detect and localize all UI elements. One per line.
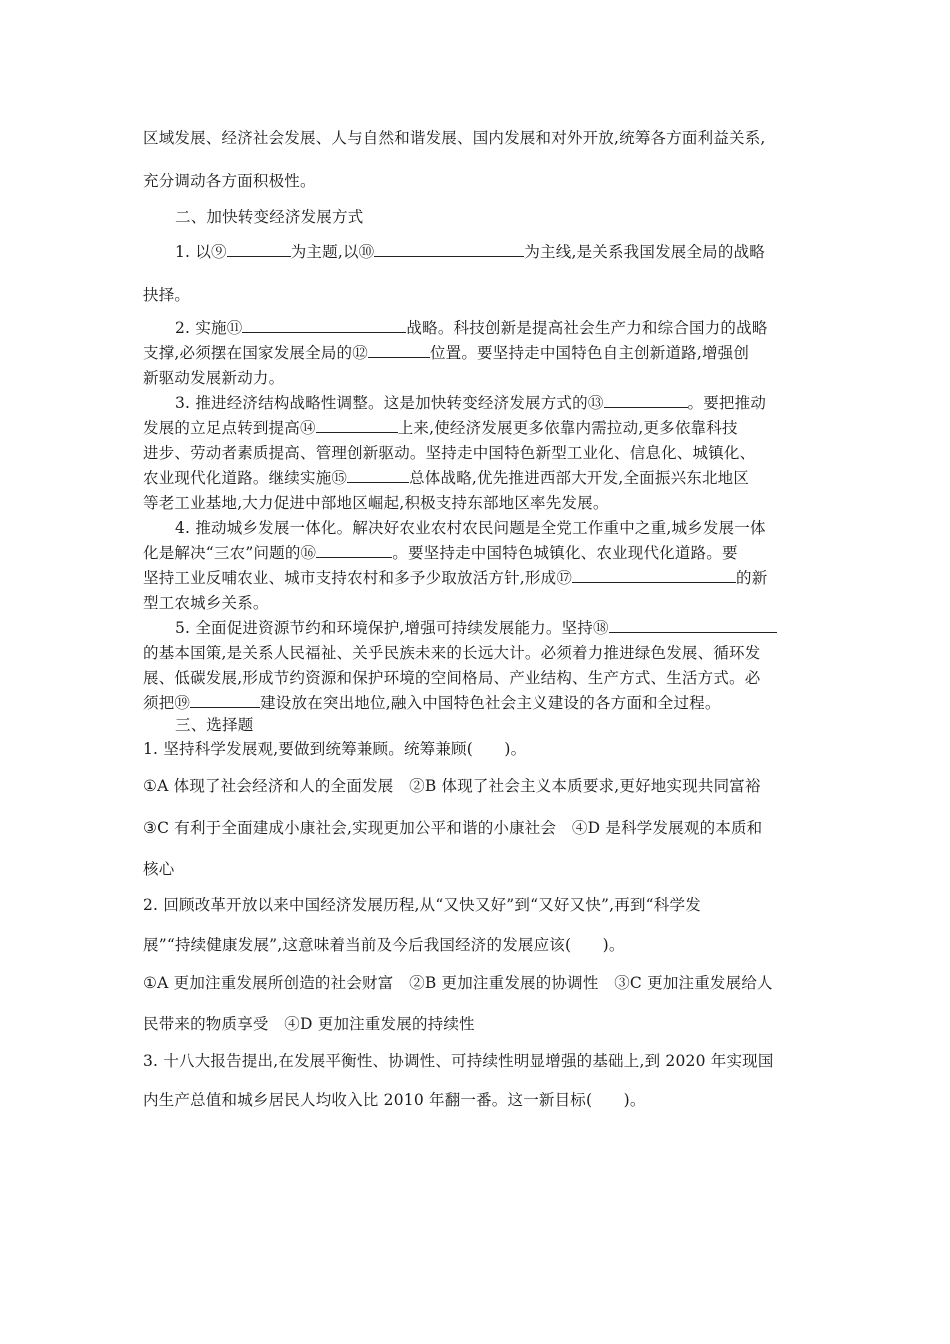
answer-blank[interactable] bbox=[242, 318, 406, 333]
item-4-line: 坚持工业反哺农业、城市支持农村和多予少取放活方针,形成⑰ 的新 bbox=[143, 569, 768, 587]
item-1-line: 1. 以⑨ 为主题,以⑩ 为主线,是关系我国发展全局的战略 bbox=[175, 243, 765, 261]
question-2-option: 民带来的物质享受 ④D 更加注重发展的持续性 bbox=[143, 1015, 475, 1033]
item-4-line: 化是解决“三农”问题的⑯ 。要坚持走中国特色城镇化、农业现代化道路。要 bbox=[143, 544, 738, 562]
answer-blank[interactable] bbox=[316, 543, 392, 558]
intro-line: 充分调动各方面积极性。 bbox=[143, 172, 316, 190]
question-2-option: ①A 更加注重发展所创造的社会财富 ②B 更加注重发展的协调性 ③C 更加注重发展给人 bbox=[143, 974, 773, 992]
section-heading: 三、选择题 bbox=[175, 716, 254, 734]
item-3-line: 农业现代化道路。继续实施⑮ 总体战略,优先推进西部大开发,全面振兴东北地区 bbox=[143, 469, 750, 487]
item-5-line: 展、低碳发展,形成节约资源和保护环境的空间格局、产业结构、生产方式、生活方式。必 bbox=[143, 669, 761, 687]
item-3-line: 发展的立足点转到提高⑭ 上来,使经济发展更多依靠内需拉动,更多依靠科技 bbox=[143, 419, 738, 437]
item-3-line: 进步、劳动者素质提高、管理创新驱动。坚持走中国特色新型工业化、信息化、城镇化、 bbox=[143, 444, 756, 462]
answer-blank[interactable] bbox=[368, 343, 430, 358]
intro-line: 区域发展、经济社会发展、人与自然和谐发展、国内发展和对外开放,统筹各方面利益关系, bbox=[143, 129, 766, 147]
question-1-option: ①A 体现了社会经济和人的全面发展 ②B 体现了社会主义本质要求,更好地实现共同富裕 bbox=[143, 777, 761, 795]
question-3-stem: 3. 十八大报告提出,在发展平衡性、协调性、可持续性明显增强的基础上,到 2020 年实现国 bbox=[143, 1052, 774, 1070]
answer-blank[interactable] bbox=[190, 693, 260, 708]
answer-blank[interactable] bbox=[227, 242, 291, 257]
answer-blank[interactable] bbox=[604, 393, 688, 408]
question-1-stem: 1. 坚持科学发展观,要做到统筹兼顾。统筹兼顾( )。 bbox=[143, 740, 527, 758]
answer-blank[interactable] bbox=[609, 618, 777, 633]
question-2-stem: 展”“持续健康发展”,这意味着当前及今后我国经济的发展应该( )。 bbox=[143, 936, 625, 954]
item-5-line: 5. 全面促进资源节约和环境保护,增强可持续发展能力。坚持⑱ bbox=[175, 617, 777, 639]
item-3-line: 等老工业基地,大力促进中部地区崛起,积极支持东部地区率先发展。 bbox=[143, 494, 609, 512]
section-heading: 二、加快转变经济发展方式 bbox=[175, 208, 364, 226]
question-1-option: 核心 bbox=[143, 860, 175, 878]
item-5-line: 须把⑲ 建设放在突出地位,融入中国特色社会主义建设的各方面和全过程。 bbox=[143, 694, 721, 712]
item-4-line: 型工农城乡关系。 bbox=[143, 594, 269, 612]
answer-blank[interactable] bbox=[374, 242, 524, 257]
question-2-stem: 2. 回顾改革开放以来中国经济发展历程,从“又快又好”到“又好又快”,再到“科学发 bbox=[143, 896, 701, 914]
item-2-line: 支撑,必须摆在国家发展全局的⑫ 位置。要坚持走中国特色自主创新道路,增强创 bbox=[143, 344, 750, 362]
item-1-line: 抉择。 bbox=[143, 286, 191, 304]
answer-blank[interactable] bbox=[347, 468, 409, 483]
item-4-line: 4. 推动城乡发展一体化。解决好农业农村农民问题是全党工作重中之重,城乡发展一体 bbox=[175, 519, 766, 537]
item-2-line: 2. 实施⑪ 战略。科技创新是提高社会生产力和综合国力的战略 bbox=[175, 319, 768, 337]
answer-blank[interactable] bbox=[316, 418, 398, 433]
answer-blank[interactable] bbox=[572, 568, 736, 583]
question-3-stem: 内生产总值和城乡居民人均收入比 2010 年翻一番。这一新目标( )。 bbox=[143, 1091, 646, 1109]
question-1-option: ③C 有利于全面建成小康社会,实现更加公平和谐的小康社会 ④D 是科学发展观的本质和 bbox=[143, 819, 763, 837]
item-2-line: 新驱动发展新动力。 bbox=[143, 369, 285, 387]
item-3-line: 3. 推进经济结构战略性调整。这是加快转变经济发展方式的⑬ 。要把推动 bbox=[175, 394, 767, 412]
item-5-line: 的基本国策,是关系人民福祉、关乎民族未来的长远大计。必须着力推进绿色发展、循环发 bbox=[143, 644, 761, 662]
